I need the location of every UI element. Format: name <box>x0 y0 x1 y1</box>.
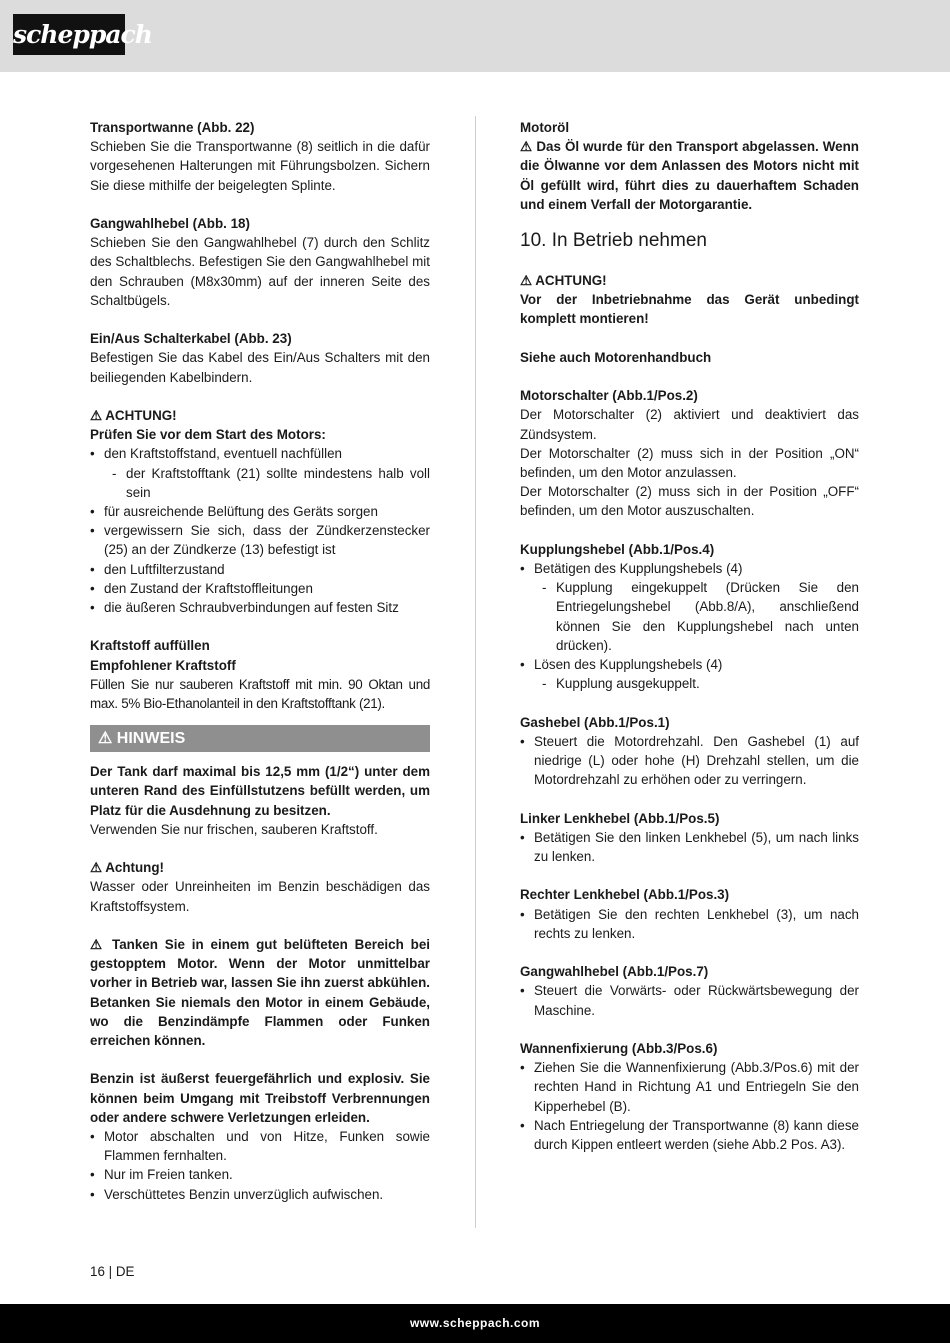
list-item: • Verschüttetes Benzin unverzüglich aufwischen. <box>90 1185 430 1204</box>
list-item: • den Zustand der Kraftstoffleitungen <box>90 579 430 598</box>
kupplung-list <box>520 559 859 693</box>
benzin-list <box>90 1127 430 1204</box>
achtung-subtitle: Prüfen Sie vor dem Start des Motors: <box>90 427 326 443</box>
list-item: • vergewissern Sie sich, dass der Zündkerzenstecker (25) an der Zündkerze (13) befestigt ist <box>90 521 430 559</box>
siehe-motorenhandbuch: Siehe auch Motorenhandbuch <box>520 349 712 365</box>
list-subitem: - der Kraftstofftank (21) sollte mindestens halb voll sein <box>90 464 430 502</box>
heading-gashebel: Gashebel (Abb.1/Pos.1) <box>520 714 670 730</box>
heading-linker-lenkhebel: Linker Lenkhebel (Abb.1/Pos.5) <box>520 810 720 826</box>
heading-achtung-right: ⚠ ACHTUNG! <box>520 273 607 289</box>
text-motorschalter-3: Der Motorschalter (2) muss sich in der Position „OFF“ befinden, um den Motor auszuschalten. <box>520 484 859 519</box>
benzin-warning: Benzin ist äußerst feuergefährlich und explosiv. Sie können beim Umgang mit Treibstoff Verbrennungen oder andere schwere Verletzungen erleiden. <box>90 1071 430 1125</box>
page-header <box>0 0 950 72</box>
text-transportwanne: Schieben Sie die Transportwanne (8) seitlich in die dafür vorgesehenen Halterungen mit Führungsbolzen. Sichern Sie diese mithilfe der beigelegten Splinte. <box>90 139 430 193</box>
list-item: • Steuert die Motordrehzahl. Den Gashebel (1) auf niedrige (L) oder hohe (H) Drehzahl stellen, um die Motordrehzahl zu erhöhen oder zu verringern. <box>520 732 859 790</box>
left-column <box>90 118 430 1204</box>
list-item: • Lösen des Kupplungshebels (4) - Kupplung ausgekuppelt. <box>520 655 859 693</box>
tanken-warning: ⚠ Tanken Sie in einem gut belüfteten Bereich bei gestopptem Motor. Wenn der Motor unmittelbar vorher in Betrieb war, lassen Sie ihn zuerst abkühlen. Betanken Sie niemals den Motor in einem Gebäude, wo die Benzindämpfe Flammen oder Funken erreichen können. <box>90 937 430 1049</box>
heading-motorschalter: Motorschalter (Abb.1/Pos.2) <box>520 388 698 404</box>
website-link[interactable]: www.scheppach.com <box>409 1316 541 1330</box>
heading-motoroel: Motoröl <box>520 120 570 135</box>
list-item: • Steuert die Vorwärts- oder Rückwärtsbewegung der Maschine. <box>520 981 859 1019</box>
hinweis-text: Verwenden Sie nur frischen, sauberen Kraftstoff. <box>90 821 378 837</box>
heading-kupplungshebel: Kupplungshebel (Abb.1/Pos.4) <box>520 541 715 557</box>
list-item: • Nach Entriegelung der Transportwanne (8) kann diese durch Kippen entleert werden (siehe Abb.2 Pos. A3). <box>520 1116 859 1154</box>
right-column <box>520 118 859 1154</box>
scheppach-logo: scheppach <box>13 14 125 55</box>
heading-schalterkabel: Ein/Aus Schalterkabel (Abb. 23) <box>90 331 292 347</box>
text-motoroel: ⚠ Das Öl wurde für den Transport abgelassen. Wenn die Ölwanne vor dem Anlassen des Motors nicht mit Öl gefüllt wird, führt dies zu dauerhaftem Schaden und einem Verfall der Motorgarantie. <box>520 139 859 212</box>
heading-gangwahlhebel: Gangwahlhebel (Abb. 18) <box>90 216 250 231</box>
list-item: • den Luftfilterzustand <box>90 560 430 579</box>
text-kraftstoff: Füllen Sie nur sauberen Kraftstoff mit min. 90 Oktan und max. 5% Bio-Ethanolanteil in den Kraftstofftank (21). <box>90 676 430 712</box>
text-achtung-2: Wasser oder Unreinheiten im Benzin beschädigen das Kraftstoffsystem. <box>90 879 430 914</box>
section-title: 10. In Betrieb nehmen <box>520 230 707 252</box>
heading-gangwahlhebel-right: Gangwahlhebel (Abb.1/Pos.7) <box>520 964 709 980</box>
list-item: • die äußeren Schraubverbindungen auf festen Sitz <box>90 598 430 617</box>
list-subitem: - Kupplung ausgekuppelt. <box>520 674 859 693</box>
column-divider <box>475 116 476 1228</box>
heading-wannenfixierung: Wannenfixierung (Abb.3/Pos.6) <box>520 1041 718 1057</box>
subheading-kraftstoff: Empfohlener Kraftstoff <box>90 657 236 673</box>
wannen-list <box>520 1058 859 1154</box>
heading-achtung: ⚠ ACHTUNG! <box>90 408 177 423</box>
text-motorschalter-2: Der Motorschalter (2) muss sich in der Position „ON“ befinden, um den Motor anzulassen. <box>520 445 859 481</box>
heading-kraftstoff: Kraftstoff auffüllen <box>90 638 210 654</box>
list-item: • Betätigen Sie den rechten Lenkhebel (3), um nach rechts zu lenken. <box>520 905 859 943</box>
check-list <box>90 444 430 617</box>
text-achtung-right: Vor der Inbetriebnahme das Gerät unbedingt komplett montieren! <box>520 292 859 327</box>
text-gangwahlhebel: Schieben Sie den Gangwahlhebel (7) durch den Schlitz des Schaltblechs. Befestigen Sie den Gangwahlhebel mit den Schrauben (M8x30mm) auf der inneren Seite des Schaltbügels. <box>90 235 430 308</box>
list-subitem: - Kupplung eingekuppelt (Drücken Sie den Entriegelungshebel (Abb.8/A), anschließend können Sie den Kupplungshebel nach unten drücken). <box>520 578 859 655</box>
heading-transportwanne: Transportwanne (Abb. 22) <box>90 120 255 135</box>
list-item: • Nur im Freien tanken. <box>90 1165 430 1184</box>
list-item: • Motor abschalten und von Hitze, Funken sowie Flammen fernhalten. <box>90 1127 430 1165</box>
heading-rechter-lenkhebel: Rechter Lenkhebel (Abb.1/Pos.3) <box>520 887 730 903</box>
hinweis-banner: ⚠ HINWEIS <box>90 725 430 752</box>
hinweis-bold-text: Der Tank darf maximal bis 12,5 mm (1/2“) unter dem unteren Rand des Einfüllstutzens befüllt werden, um Platz für die Ausdehnung zu besitzen. <box>90 764 430 818</box>
heading-achtung-2: ⚠ Achtung! <box>90 860 164 876</box>
list-item: • Betätigen Sie den linken Lenkhebel (5), um nach links zu lenken. <box>520 828 859 866</box>
text-motorschalter-1: Der Motorschalter (2) aktiviert und deaktiviert das Zündsystem. <box>520 407 859 442</box>
list-item: • Betätigen des Kupplungshebels (4) - Kupplung eingekuppelt (Drücken Sie den Entriegelungshebel (Abb.8/A), anschließend können Sie den Kupplungshebel nach unten drücken). <box>520 559 859 655</box>
list-item: • für ausreichende Belüftung des Geräts sorgen <box>90 502 430 521</box>
page-number: 16 | DE <box>90 1264 135 1279</box>
text-schalterkabel: Befestigen Sie das Kabel des Ein/Aus Schalters mit den beiliegenden Kabelbindern. <box>90 350 430 385</box>
list-item: • den Kraftstoffstand, eventuell nachfüllen - der Kraftstofftank (21) sollte mindestens halb voll sein <box>90 444 430 502</box>
list-item: • Ziehen Sie die Wannenfixierung (Abb.3/Pos.6) mit der rechten Hand in Richtung A1 und Entriegeln Sie den Kipperhebel (B). <box>520 1058 859 1116</box>
page-footer <box>0 1304 950 1343</box>
